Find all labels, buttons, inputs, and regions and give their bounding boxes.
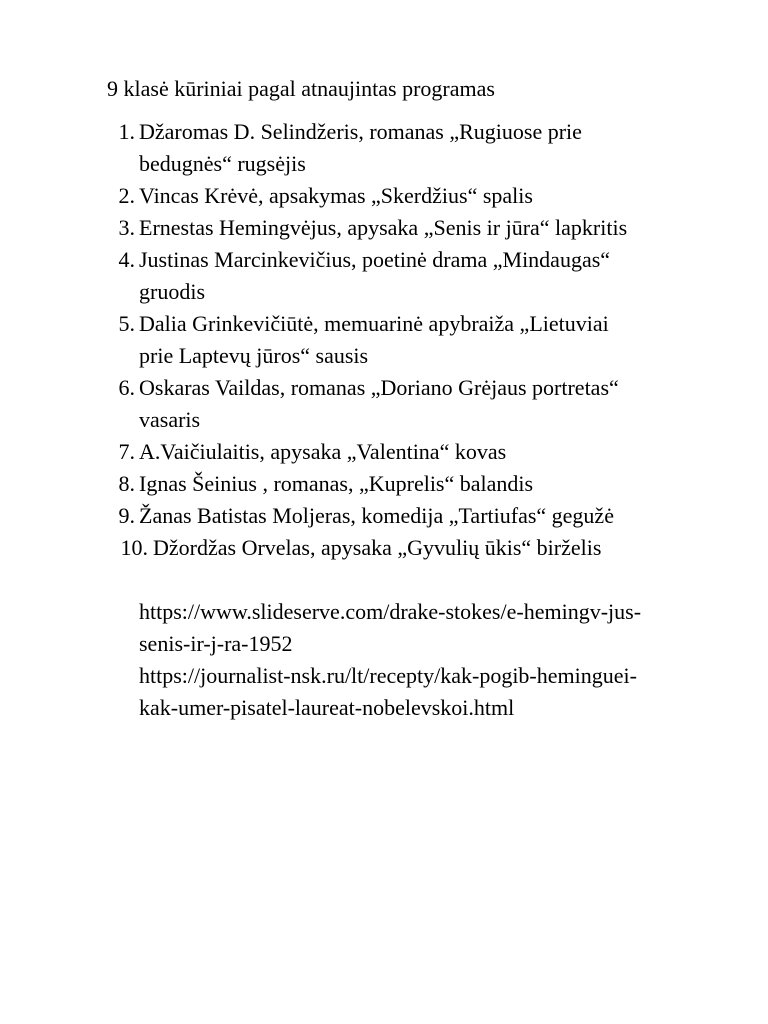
list-item: [0, 372, 740, 436]
list-item-text: Ignas Šeinius , romanas, „Kuprelis“ balandis: [139, 471, 534, 496]
document-title: 9 klasė kūriniai pagal atnaujintas programas: [107, 76, 495, 101]
list-item-number: 5.: [118, 311, 135, 336]
link-text: https://journalist-nsk.ru/lt/recepty/kak-pogib-heminguei-: [139, 663, 637, 688]
list-item-text: Džordžas Orvelas, apysaka „Gyvulių ūkis“ birželis: [153, 535, 602, 560]
list-item-text: Vincas Krėvė, apsakymas „Skerdžius“ spalis: [139, 183, 533, 208]
list-item-text-continued: vasaris: [139, 407, 201, 432]
link-text-continued: senis-ir-j-ra-1952: [139, 631, 293, 656]
list-item-text: Dalia Grinkevičiūtė, memuarinė apybraiža „Lietuviai: [139, 311, 609, 336]
list-item-text: Ernestas Hemingvėjus, apysaka „Senis ir jūra“ lapkritis: [139, 215, 628, 240]
list-item-number: 7.: [118, 439, 135, 464]
list-item-text: Justinas Marcinkevičius, poetinė drama „Mindaugas“: [139, 247, 611, 272]
list-item: [0, 308, 740, 372]
list-item-text: A.Vaičiulaitis, apysaka „Valentina“ kovas: [139, 439, 507, 464]
list-item: [0, 500, 740, 532]
list-item-text: Oskaras Vaildas, romanas „Doriano Grėjaus portretas“: [139, 375, 619, 400]
list-item: [0, 436, 740, 468]
list-item-number: 1.: [118, 119, 135, 144]
reading-list: [0, 116, 740, 564]
list-item: [0, 532, 740, 564]
list-item-text-continued: gruodis: [139, 279, 205, 304]
list-item-number: 6.: [118, 375, 135, 400]
list-item-number: 8.: [118, 471, 135, 496]
list-item: [0, 180, 740, 212]
list-item-number: 10.: [120, 535, 148, 560]
list-item: [0, 244, 740, 308]
reference-link-journalist[interactable]: [139, 660, 739, 724]
list-item-text-continued: bedugnės“ rugsėjis: [139, 151, 306, 176]
reference-links: [139, 596, 739, 724]
list-item-number: 3.: [118, 215, 135, 240]
list-item: [0, 212, 740, 244]
list-item: [0, 468, 740, 500]
list-item-text: Žanas Batistas Moljeras, komedija „Tartiufas“ gegužė: [139, 503, 614, 528]
list-item-number: 4.: [118, 247, 135, 272]
list-item-number: 9.: [118, 503, 135, 528]
list-item-text-continued: prie Laptevų jūros“ sausis: [139, 343, 369, 368]
reference-link-slideserve[interactable]: [139, 596, 739, 660]
list-item: [0, 116, 740, 180]
list-item-number: 2.: [118, 183, 135, 208]
list-item-text: Džaromas D. Selindžeris, romanas „Rugiuose prie: [139, 119, 582, 144]
link-text-continued: kak-umer-pisatel-laureat-nobelevskoi.html: [139, 695, 515, 720]
link-text: https://www.slideserve.com/drake-stokes/e-hemingv-jus-: [139, 599, 642, 624]
